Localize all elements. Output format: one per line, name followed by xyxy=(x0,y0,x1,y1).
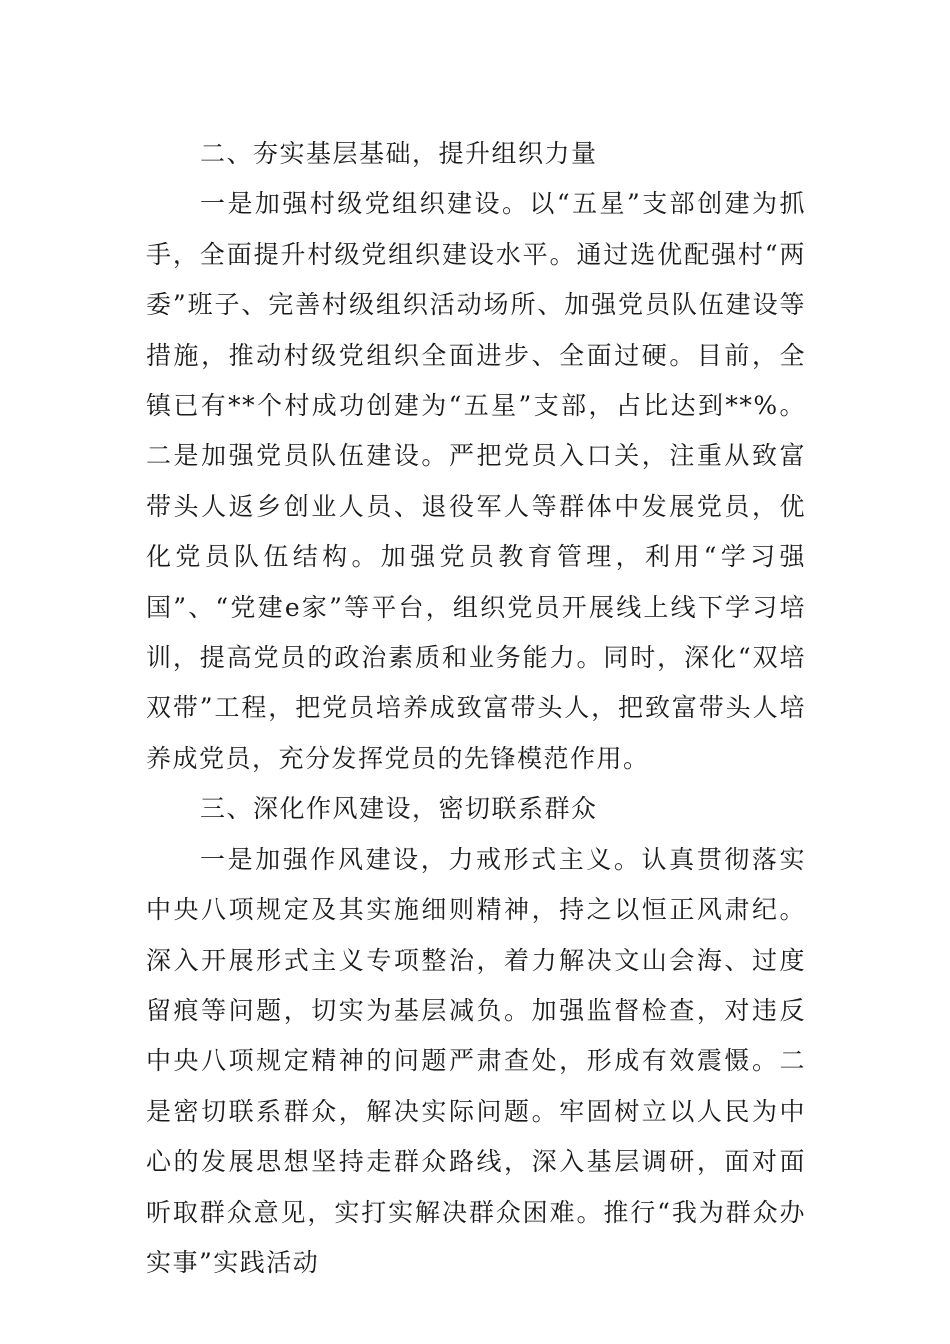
section-paragraph-3: 一是加强作风建设，力戒形式主义。认真贯彻落实中央八项规定及其实施细则精神，持之以恒正风肃纪。深入开展形式主义专项整治，着力解决文山会海、过度留痕等问题，切实为基层减负。加强监督检查，对违反中央八项规定精神的问题严肃查处，形成有效震慑。二是密切联系群众，解决实际问题。牢固树立以人民为中心的发展思想坚持走群众路线，深入基层调研，面对面听取群众意见，实打实解决群众困难。推行“我为群众办实事”实践活动 xyxy=(146,844,806,1277)
section-heading-3: 三、深化作风建设，密切联系群众 xyxy=(200,794,598,824)
section-paragraph-2: 一是加强村级党组织建设。以“五星”支部创建为抓手，全面提升村级党组织建设水平。通过选优配强村“两委”班子、完善村级组织活动场所、加强党员队伍建设等措施，推动村级党组织全面进步、全面过硬。目前，全镇已有**个村成功创建为“五星”支部，占比达到**%。二是加强党员队伍建设。严把党员入口关，注重从致富带头人返乡创业人员、退役军人等群体中发展党员，优化党员队伍结构。加强党员教育管理，利用“学习强国”、“党建e家”等平台，组织党员开展线上线下学习培训，提高党员的政治素质和业务能力。同时，深化“双培双带”工程，把党员培养成致富带头人，把致富带头人培养成党员，充分发挥党员的先锋模范作用。 xyxy=(146,189,806,773)
section-heading-2: 二、夯实基层基础，提升组织力量 xyxy=(200,139,598,168)
document-body xyxy=(146,129,806,1288)
